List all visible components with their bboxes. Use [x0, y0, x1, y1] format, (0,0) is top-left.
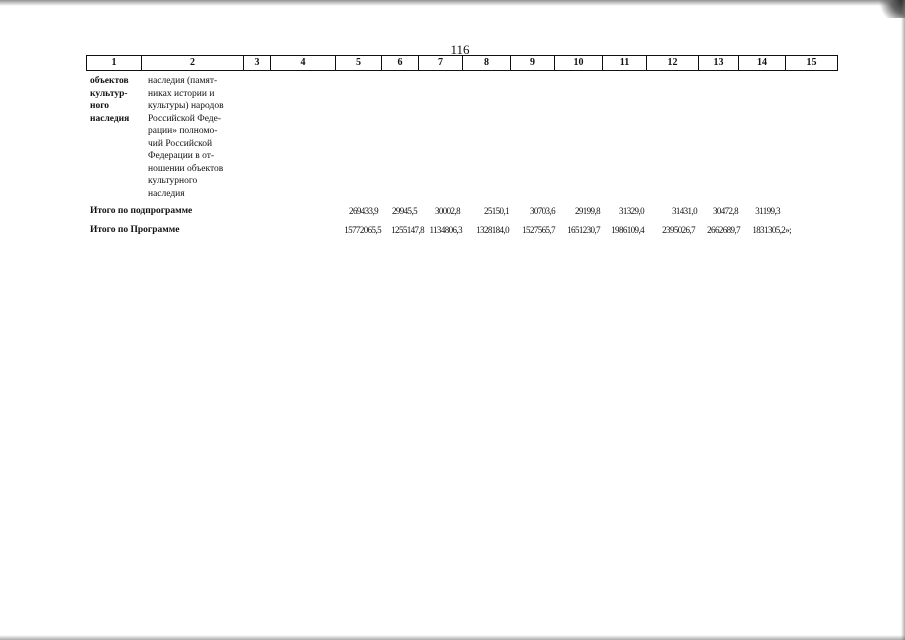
col1-line: культур-: [90, 88, 128, 99]
scan-edge-bottom: [0, 635, 905, 640]
header-col-15: 15: [785, 56, 838, 70]
subprogram-total-label: Итого по подпрограмме: [90, 206, 193, 216]
program-total-col11: 1986109,4: [611, 225, 644, 235]
subprogram-total-col5: 269433,9: [349, 206, 378, 216]
col2-line: культуры) народов: [148, 101, 224, 111]
header-col-14: 14: [738, 56, 785, 70]
header-col-4: 4: [270, 56, 335, 70]
program-total-label: Итого по Программе: [90, 225, 180, 235]
subprogram-total-col7: 30002,8: [434, 206, 460, 216]
col1-line: ного: [90, 101, 110, 111]
subprogram-total-col12: 31431,0: [671, 206, 697, 216]
col2-line: культурного: [148, 176, 198, 186]
col2-line: ношении объектов: [148, 163, 224, 174]
row-col1-text: [90, 75, 145, 125]
col2-line: наследия: [148, 188, 185, 199]
header-col-5: 5: [335, 56, 381, 70]
header-col-6: 6: [381, 56, 418, 70]
table-header-row: [86, 55, 838, 71]
header-col-3: 3: [243, 56, 270, 70]
col2-line: Российской Феде-: [148, 113, 222, 124]
program-total-col5: 15772065,5: [344, 225, 381, 235]
subprogram-total-col8: 25150,1: [483, 206, 509, 216]
header-col-7: 7: [418, 56, 462, 70]
col2-line: наследия (памят-: [148, 76, 218, 86]
col1-line: объектов: [90, 76, 129, 86]
header-col-2: 2: [141, 56, 243, 70]
col2-line: рации» полномо-: [148, 126, 218, 136]
program-total-col7: 1134806,3: [429, 225, 462, 235]
program-total-col8: 1328184,0: [476, 225, 509, 235]
scan-edge-right: [901, 0, 905, 640]
subprogram-total-col11: 31329,0: [618, 206, 644, 216]
col2-line: никах истории и: [148, 88, 215, 99]
program-total-col10: 1651230,7: [567, 225, 600, 235]
col2-line: чий Российской: [148, 138, 213, 149]
page-number: 116: [450, 42, 470, 57]
subprogram-total-col14: 31199,3: [755, 206, 780, 216]
header-col-9: 9: [510, 56, 554, 70]
program-total-col6: 1255147,8: [391, 225, 424, 235]
header-col-1: 1: [86, 56, 141, 70]
subprogram-total-col6: 29945,5: [391, 206, 417, 216]
program-total-col9: 1527565,7: [522, 225, 555, 235]
scan-edge-top: [0, 0, 905, 6]
program-total-col13: 2662689,7: [707, 225, 740, 235]
header-col-10: 10: [554, 56, 602, 70]
col2-line: Федерации в от-: [148, 151, 215, 161]
program-total-col12: 2395026,7: [662, 225, 695, 235]
header-col-12: 12: [646, 56, 698, 70]
row-col2-text: [148, 75, 248, 200]
col1-line: наследия: [90, 113, 130, 124]
subprogram-total-col13: 30472,8: [712, 206, 738, 216]
subprogram-total-col10: 29199,8: [574, 206, 600, 216]
header-col-8: 8: [462, 56, 510, 70]
header-col-13: 13: [698, 56, 738, 70]
subprogram-total-col9: 30703,6: [529, 206, 555, 216]
program-total-col14: 1831305,2»;: [752, 225, 791, 235]
header-col-11: 11: [602, 56, 646, 70]
